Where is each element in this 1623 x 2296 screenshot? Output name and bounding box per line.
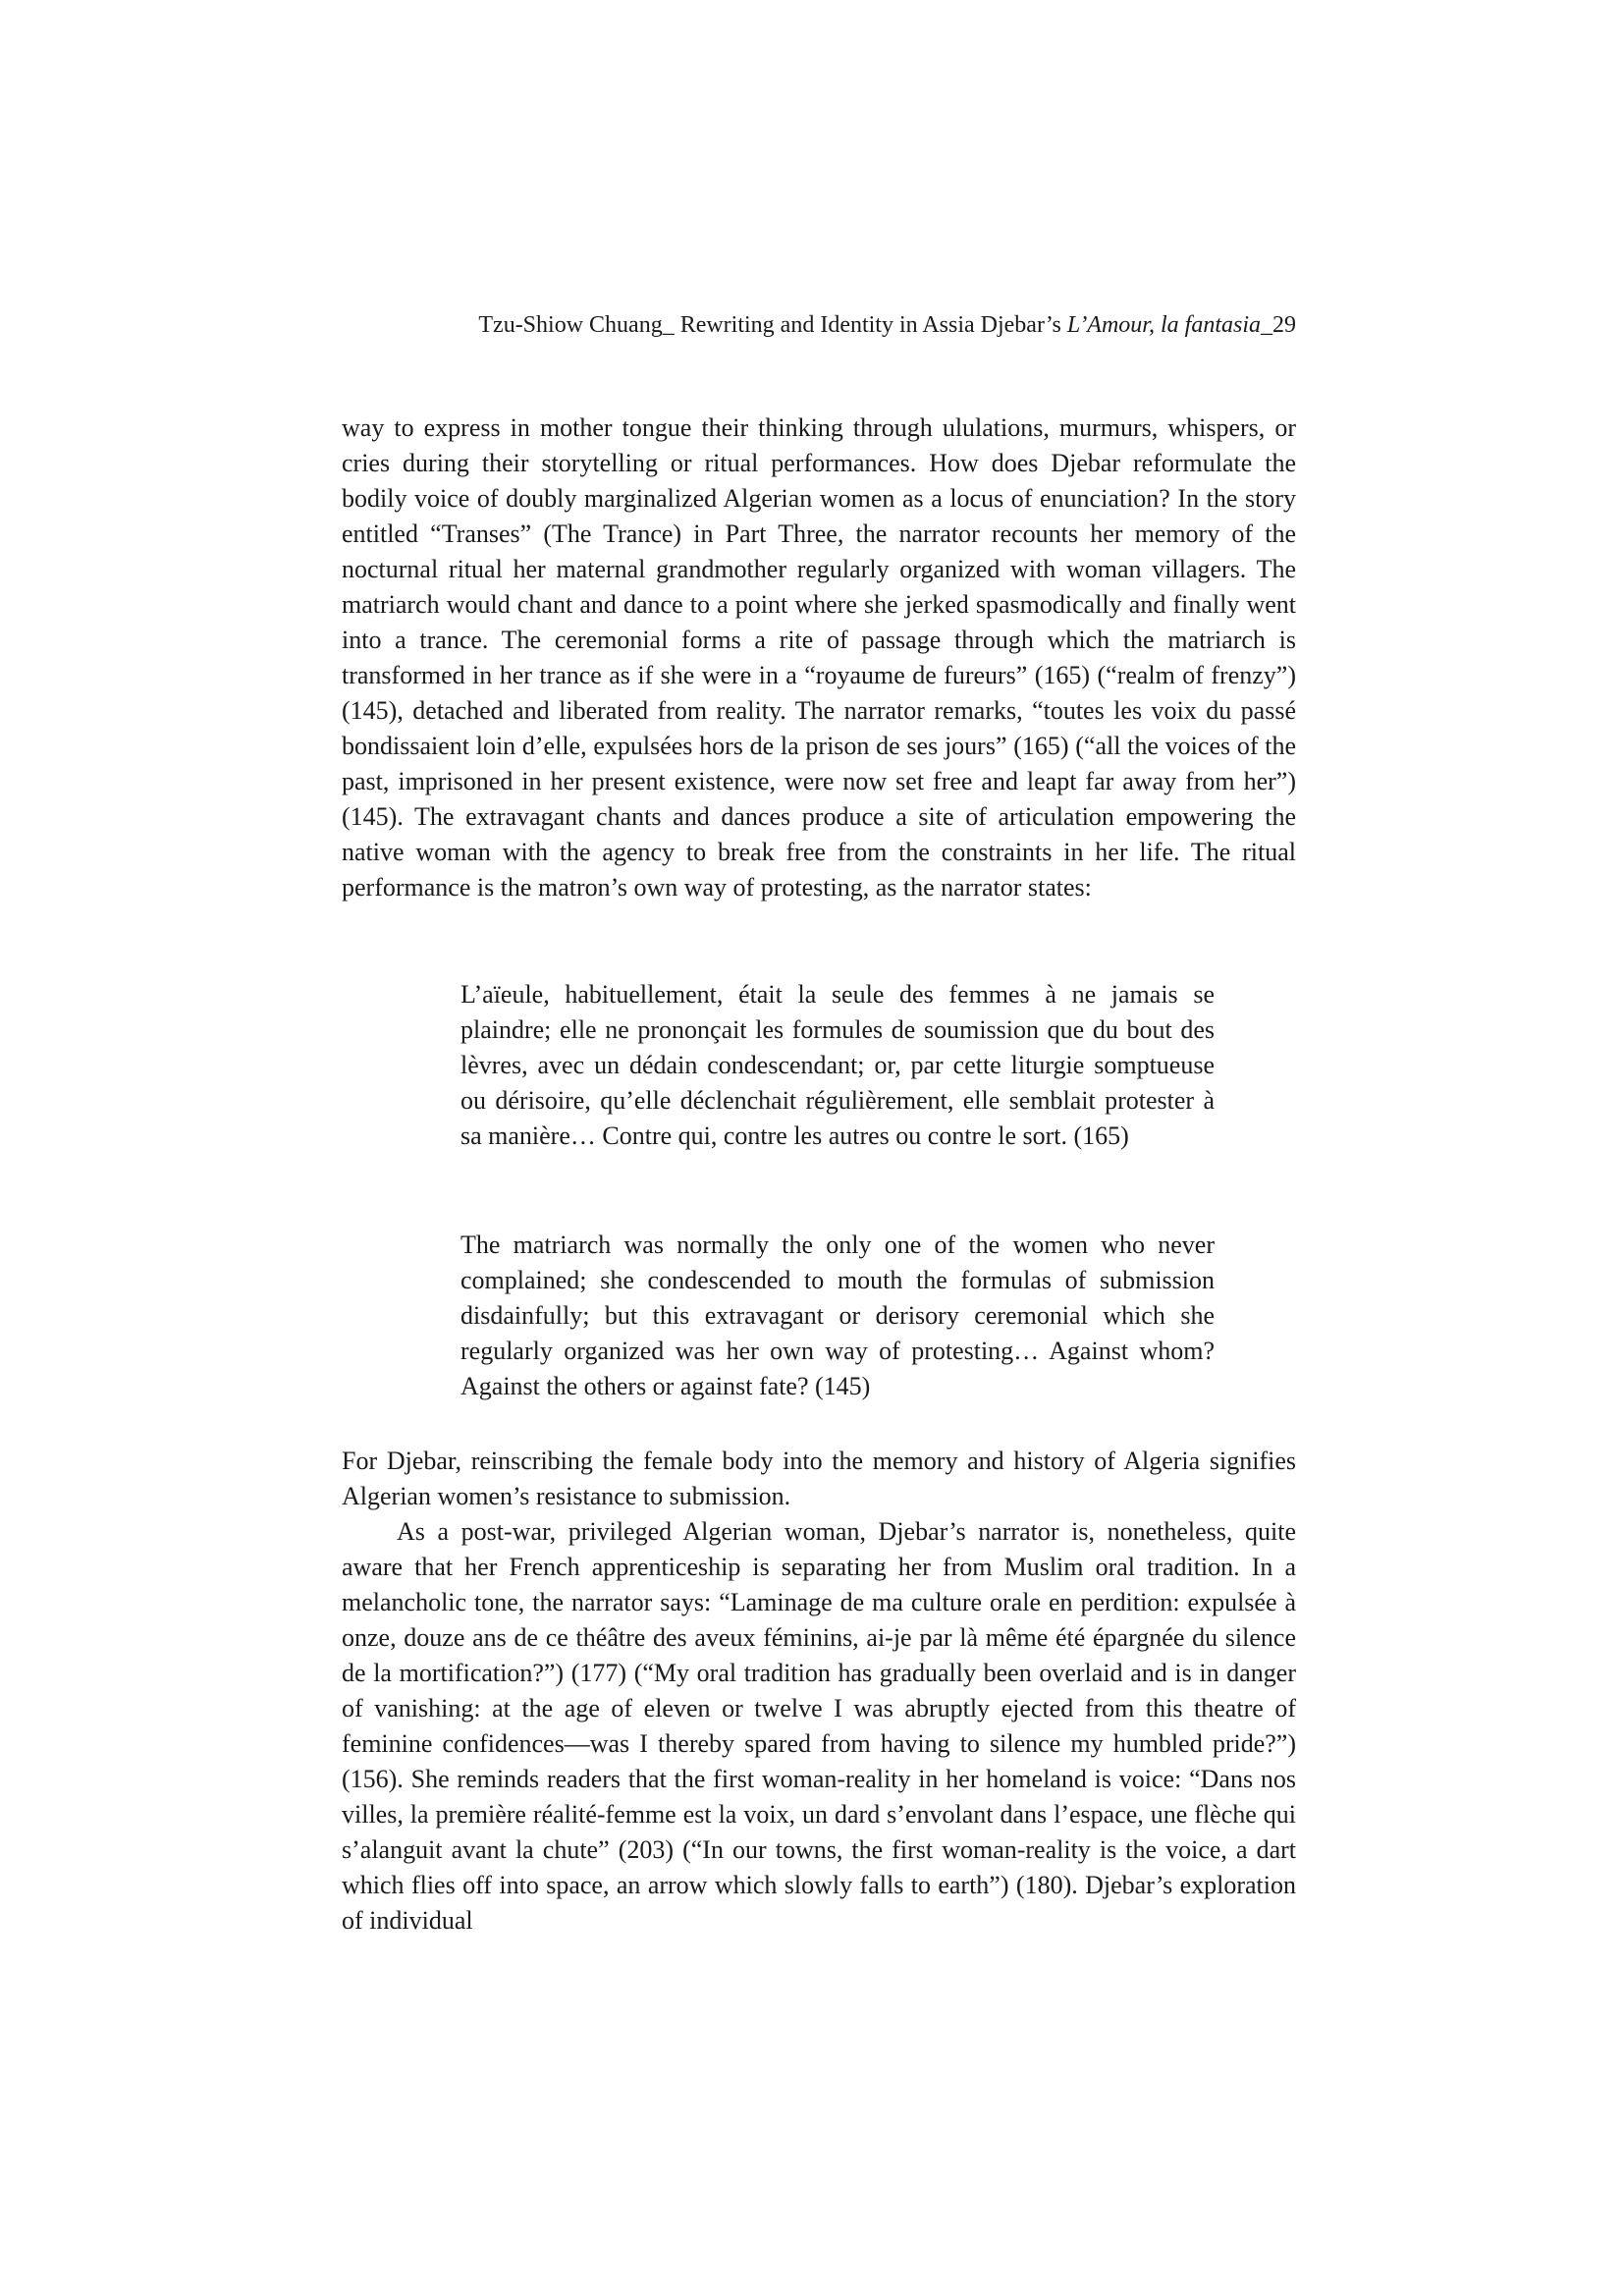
block-quote-english: The matriarch was normally the only one of the women who never complained; she condescended to mouth the formulas of submission disdainfully; but this extravagant or derisory ceremonial which she regularly organized was her own way of protesting… Against whom? Against the others or against fate? (145) bbox=[460, 1230, 1215, 1400]
body-paragraph: For Djebar, reinscribing the female body into the memory and history of Algeria signifies Algerian women’s resistance to submission. bbox=[342, 1447, 1296, 1510]
page-number: _29 bbox=[1261, 312, 1296, 338]
body-paragraph: way to express in mother tongue their thinking through ululations, murmurs, whispers, or cries during their storytelling or ritual performances. How does Djebar reformulate the bodily voice of doubly marginalized Algerian women as a locus of enunciation? In the story entitled “Transes” (The Trance) in Part Three, the narrator recounts her memory of the nocturnal ritual her maternal grandmother regularly organized with woman villagers. The matriarch would chant and dance to a point where she jerked spasmodically and finally went into a trance. The ceremonial forms a rite of passage through which the matriarch is transformed in her trance as if she were in a “royaume de fureurs” (165) (“realm of frenzy”) (145), detached and liberated from reality. The narrator remarks, “toutes les voix du passé bondissaient loin d’elle, expulsées hors de la prison de ses jours” (165) (“all the voices of the past, imprisoned in her present existence, were now set free and leapt far away from her”) (145). The extravagant chants and dances produce a site of articulation empowering the native woman with the agency to break free from the constraints in her life. The ritual performance is the matron’s own way of protesting, as the narrator states: bbox=[342, 413, 1296, 902]
running-header bbox=[342, 309, 1296, 341]
block-quote-french: L’aïeule, habituellement, était la seule des femmes à ne jamais se plaindre; elle ne prononçait les formules de soumission que du bout des lèvres, avec un dédain condescendant; or, par cette liturgie somptueuse ou dérisoire, qu’elle déclenchait régulièrement, elle semblait protester à sa manière… Contre qui, contre les autres ou contre le sort. (165) bbox=[460, 980, 1215, 1150]
header-author: Tzu-Shiow Chuang_ bbox=[478, 312, 680, 338]
header-title-italic: L’Amour, la fantasia bbox=[1066, 312, 1261, 338]
body-paragraph: As a post-war, privileged Algerian woman, Djebar’s narrator is, nonetheless, quite aware that her French apprenticeship is separating her from Muslim oral tradition. In a melancholic tone, the narrator says: “Laminage de ma culture orale en perdition: expulsée à onze, douze ans de ce théâtre des aveux féminins, ai-je par là même été épargnée du silence de la mortification?”) (177) (“My oral tradition has gradually been overlaid and is in danger of vanishing: at the age of eleven or twelve I was abruptly ejected from this theatre of feminine confidences—was I thereby spared from having to silence my humbled pride?”) (156). She reminds readers that the first woman-reality in her homeland is voice: “Dans nos villes, la première réalité-femme est la voix, un dard s’envolant dans l’espace, une flèche qui s’alanguit avant la chute” (203) (“In our towns, the first woman-reality is the voice, a dart which flies off into space, an arrow which slowly falls to earth”) (180). Djebar’s exploration of individual bbox=[342, 1517, 1296, 1935]
header-title: Rewriting and Identity in Assia Djebar’s bbox=[679, 312, 1067, 338]
